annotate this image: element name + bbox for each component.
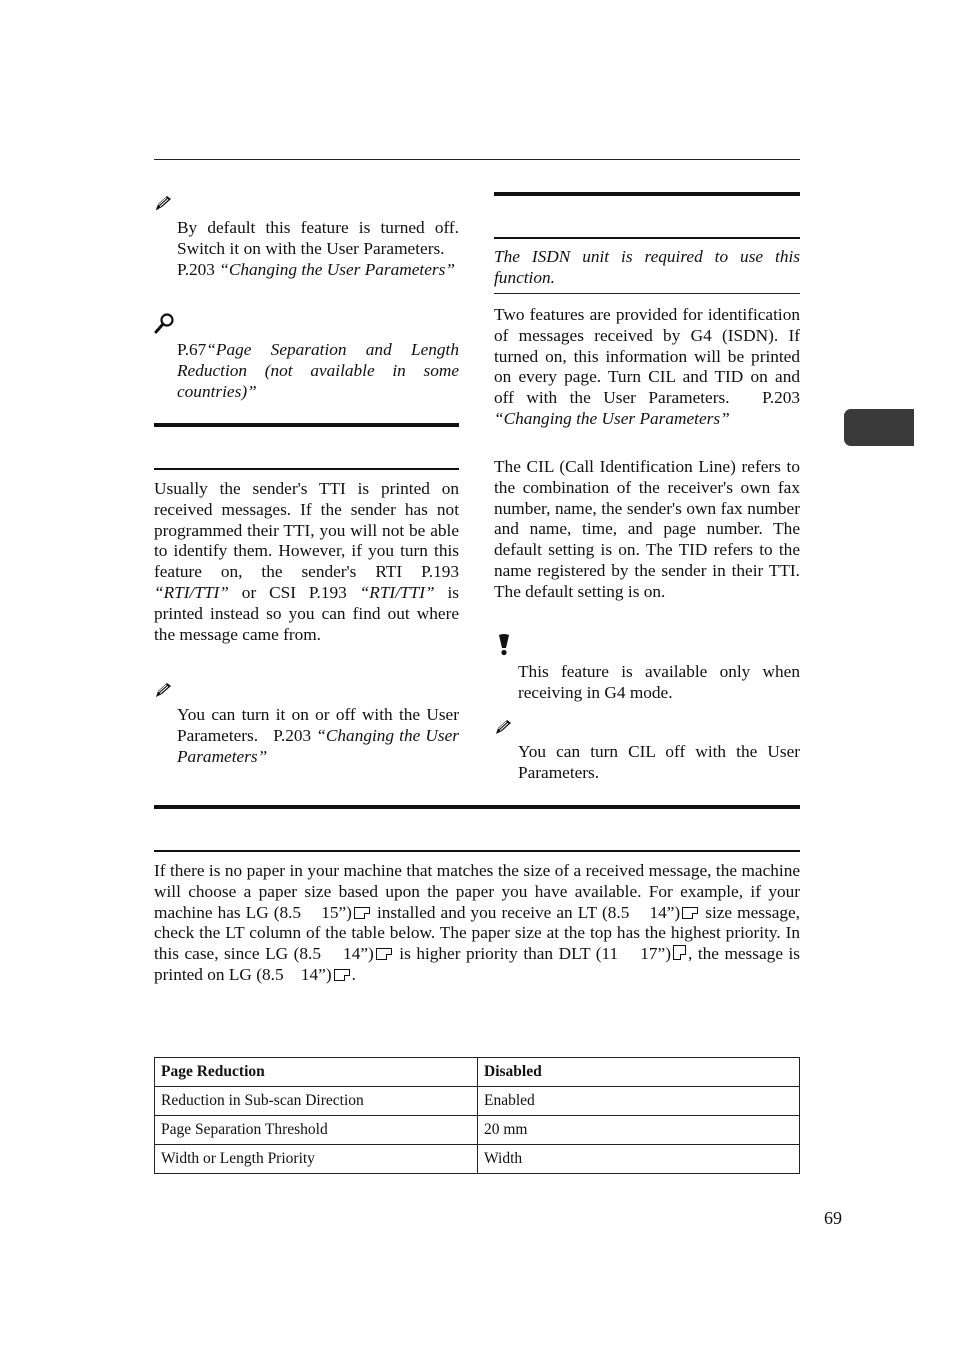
- link-rti-tti-2[interactable]: “RTI/TTI”: [359, 582, 435, 602]
- requirement-divider: [494, 293, 800, 294]
- table-cell: Page Reduction: [155, 1058, 478, 1087]
- table-cell: Width or Length Priority: [155, 1145, 478, 1174]
- table-cell: Enabled: [478, 1087, 800, 1116]
- important-g4-text: This feature is available only when receiving in G4 mode.: [518, 662, 800, 702]
- pencil-note-icon: [154, 681, 174, 699]
- paper-priority-body: If there is no paper in your machine that matches the size of a received message, the machine will choose a paper size based upon the paper you have available. For example, if your machine has LG (8.5 15”) installed and you receive an LT (8.5 14”) size message, check the LT column of the table below. The paper size at the top has the highest priority. In this case, since LG (8.5 14”) is higher priority than DLT (11 17”) , the message is printed on LG (8.5 14”) .: [154, 861, 801, 984]
- exclamation-important-icon: [496, 634, 512, 656]
- section-heading-rule-top: [494, 192, 800, 196]
- cil-tid-intro: Two features are provided for identification of messages received by G4 (ISDN). If turned on, this information will be printed on every page. Turn CIL and TID on and off with the User Parameters. P.203 “Changing the User Parameters”: [494, 305, 800, 428]
- pencil-note-icon: [154, 194, 174, 212]
- landscape-paper-icon: [376, 948, 392, 960]
- isdn-requirement: The ISDN unit is required to use this function.: [494, 247, 800, 287]
- pencil-note-icon: [494, 718, 514, 736]
- page-number: 69: [824, 1208, 842, 1228]
- table-cell: Page Separation Threshold: [155, 1116, 478, 1145]
- default-settings-table: [154, 1057, 800, 1174]
- rti-csi-body: Usually the sender's TTI is printed on received messages. If the sender has not programmed their TTI, you will not be able to identify them. However, if you turn this feature on, the sender's RTI P.193 “RTI/TTI” or CSI P.193 “RTI/TTI” is printed instead so you can find out where the message came from.: [154, 479, 459, 644]
- link-page-separation[interactable]: “Page Separation and Length Reduction (not available in some countries)”: [177, 340, 459, 401]
- note-text-turn-on-off: You can turn it on or off with the User Parameters. P.203 “Changing the User Parameters”: [177, 705, 460, 766]
- table-cell: Width: [478, 1145, 800, 1174]
- link-rti-tti-1[interactable]: “RTI/TTI”: [154, 582, 229, 602]
- table-row: [155, 1116, 800, 1145]
- cil-definition: The CIL (Call Identification Line) refers to the combination of the receiver's own fax number, name, the sender's own fax number and name, time, and page number. The default setting is on. The TID refers to the name registered by the sender in their TTI. The default setting is on.: [494, 457, 800, 601]
- link-changing-user-parameters[interactable]: “Changing the User Parameters”: [494, 408, 730, 428]
- landscape-paper-icon: [682, 907, 698, 919]
- landscape-paper-icon: [334, 969, 350, 981]
- section-heading-rule-bottom: [154, 850, 800, 852]
- note-cil-off: You can turn CIL off with the User Parameters.: [518, 742, 800, 782]
- table-row: [155, 1087, 800, 1116]
- magnifier-icon: [154, 312, 176, 334]
- landscape-paper-icon: [354, 907, 370, 919]
- section-heading-rule-bottom: [154, 468, 459, 470]
- portrait-paper-icon: [673, 945, 686, 960]
- link-changing-user-parameters[interactable]: “Changing the User Parameters”: [219, 259, 455, 279]
- table-cell: Reduction in Sub-scan Direction: [155, 1087, 478, 1116]
- table-cell: 20 mm: [478, 1116, 800, 1145]
- table-row: [155, 1058, 800, 1087]
- chapter-tab: [844, 409, 914, 446]
- section-heading-rule-top: [154, 805, 800, 809]
- section-heading-rule-bottom: [494, 237, 800, 239]
- table-cell: Disabled: [478, 1058, 800, 1087]
- link-changing-user-parameters[interactable]: “Changing the User Parameters”: [177, 725, 460, 766]
- note-text-default-off: By default this feature is turned off. Switch it on with the User Parameters. P.203 “Changing the User Parameters”: [177, 218, 459, 279]
- header-rule: [154, 159, 800, 160]
- section-heading-rule-top: [154, 423, 459, 427]
- reference-page-separation: P.67“Page Separation and Length Reduction (not available in some countries)”: [177, 340, 459, 401]
- table-row: [155, 1145, 800, 1174]
